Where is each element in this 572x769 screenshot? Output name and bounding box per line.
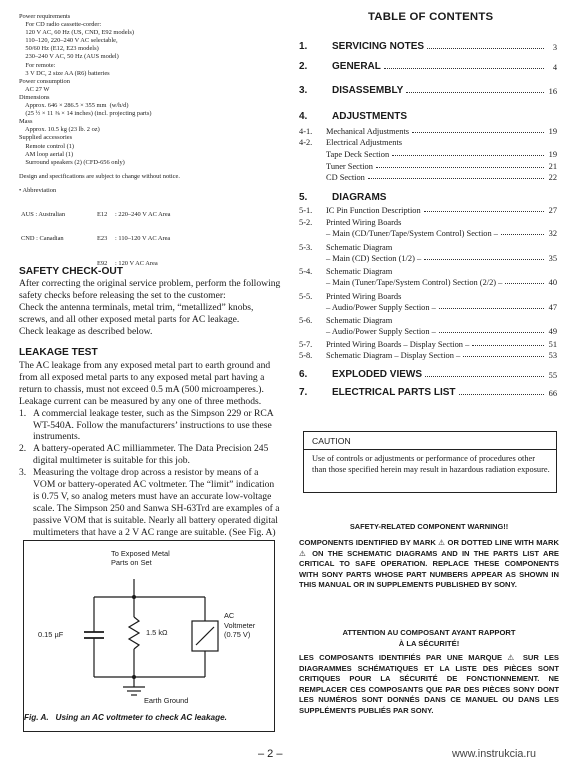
safety-warning-title: SAFETY-RELATED COMPONENT WARNING!! [349, 522, 509, 531]
spec-notice: Design and specifications are subject to change without notice. [19, 172, 180, 180]
toc-section-row [299, 60, 557, 72]
toc-subsection-row [299, 275, 557, 287]
leakage-item: 3. Measuring the voltage drop across a resistor by means of a VOM or battery-operated AC voltmeter. The “limit” indication is 0.75 V, so analog meters must have an accurate low-voltage scale. The Simpson 250 and Sanwa SH-63Trd are examples of a passive VOM that is suitable. Nearly all battery operated digital multimeters that have a 2 V AC range are suitable. (See Fig. A) [19, 467, 280, 538]
spec-line: For remote: [19, 61, 56, 69]
toc-page-number: 35 [548, 254, 557, 263]
toc-subsection-row [299, 300, 557, 312]
spec-line: Remote control (1) [19, 142, 75, 150]
toc-leader-dots [424, 259, 544, 260]
toc-number: 4-1. [299, 127, 313, 136]
toc-title-text: Tuner Section [326, 162, 373, 171]
toc-title-text: Printed Wiring Boards [326, 292, 402, 301]
toc-page-number: 4 [552, 63, 557, 72]
spec-line: Power requirements [19, 13, 71, 20]
toc-title-text: Schematic Diagram [326, 243, 393, 252]
watermark: www.instrukcia.ru [452, 748, 536, 760]
caution-title: CAUTION [304, 432, 556, 450]
toc-page-number: 22 [548, 173, 557, 182]
spec-line: 50/60 Hz (E12, E23 models) [19, 45, 99, 53]
toc-subsection-row [299, 203, 557, 215]
toc-page-number: 21 [548, 162, 557, 171]
toc-number: 5-1. [299, 206, 313, 215]
toc-title-text: – Main (Tuner/Tape/System Control) Section (2/2) – [326, 278, 503, 287]
caution-body: Use of controls or adjustments or performance of procedures other than those specified herein may result in hazardous radiation exposure. [312, 454, 550, 474]
earth-ground-label: Earth Ground [144, 696, 189, 705]
safety-checkout-body: After correcting the original service problem, perform the following safety checks before releasing the set to the customer: Check the antenna terminals, metal trim, “metallized” knobs, screws, and all other exposed metal parts for AC leakage. Check leakage as described below. [19, 278, 281, 337]
toc-title-text: GENERAL [332, 61, 381, 72]
toc-leader-dots [439, 332, 544, 333]
spec-line: 230–240 V AC, 50 Hz (AUS model) [19, 53, 119, 61]
toc-section-row [299, 84, 557, 96]
safety-checkout-heading: SAFETY CHECK-OUT [19, 266, 123, 277]
spec-line: Dimensions [19, 93, 50, 101]
toc-number: 6. [299, 369, 308, 380]
toc-section-row [299, 40, 557, 52]
toc-subsection-row [299, 348, 557, 360]
toc-section-row [299, 368, 557, 380]
toc-title-text: Schematic Diagram – Display Section – [326, 351, 461, 360]
toc-number: 4. [299, 111, 308, 122]
toc-page-number: 32 [548, 229, 557, 238]
abbrev-left-col: AUS : Australian CND : Canadian [21, 211, 66, 243]
toc-page-number: 66 [548, 389, 557, 398]
toc-title-text: EXPLODED VIEWS [332, 369, 423, 380]
toc-number: 5-8. [299, 351, 313, 360]
toc-leader-dots [406, 92, 544, 93]
spec-line: AM loop aerial (1) [19, 150, 74, 158]
toc-subsection-row [299, 170, 557, 182]
voltmeter-label: AC Voltmeter (0.75 V) [224, 611, 256, 639]
toc-leader-dots [425, 376, 544, 377]
toc-title-text: ADJUSTMENTS [332, 111, 408, 122]
toc-number: 5-5. [299, 292, 313, 301]
toc-leader-dots [472, 345, 544, 346]
toc-number: 5. [299, 192, 308, 203]
spec-line: AC 27 W [19, 85, 50, 93]
toc-title-text: Schematic Diagram [326, 267, 393, 276]
toc-subsection-row [299, 324, 557, 336]
toc-title: TABLE OF CONTENTS [368, 11, 494, 23]
toc-title-text: Mechanical Adjustments [326, 127, 410, 136]
caution-box [303, 431, 557, 493]
toc-title-text: SERVICING NOTES [332, 41, 425, 52]
spec-line: Supplied accessories [19, 134, 73, 142]
toc-title-text: Electrical Adjustments [326, 138, 403, 147]
toc-section-row [299, 191, 557, 203]
toc-leader-dots [412, 132, 544, 133]
figure-caption: Fig. A. Using an AC voltmeter to check AC leakage. [24, 713, 227, 722]
spec-line: 120 V AC, 60 Hz (US, CND, E92 models) [19, 29, 134, 37]
abbreviation-title: • Abbreviation [19, 186, 57, 194]
toc-title-text: – Audio/Power Supply Section – [326, 303, 436, 312]
leakage-test-section [19, 360, 281, 539]
toc-title-text: IC Pin Function Description [326, 206, 421, 215]
toc-subsection-row [299, 135, 557, 147]
toc-number: 7. [299, 387, 308, 398]
toc-page-number: 40 [548, 278, 557, 287]
abbreviation-table [19, 195, 284, 267]
spec-line: Approx. 646 × 286.5 × 355 mm (w/h/d) [19, 102, 129, 110]
figure-top-label: To Exposed Metal Parts on Set [111, 549, 170, 567]
toc-page-number: 51 [548, 340, 557, 349]
toc-leader-dots [368, 178, 544, 179]
toc-number: 5-3. [299, 243, 313, 252]
toc-leader-dots [376, 167, 544, 168]
spec-line: 110–120, 220–240 V AC selectable, [19, 37, 118, 45]
abbrev-right-col: : 220–240 V AC Area : 110–120 V AC Area : 120 V AC Area [115, 211, 171, 267]
toc-page-number: 53 [548, 351, 557, 360]
toc-title-text: Printed Wiring Boards – Display Section – [326, 340, 470, 349]
toc-leader-dots [501, 234, 544, 235]
toc-section-row [299, 386, 557, 398]
toc-subsection-row [299, 251, 557, 263]
toc-title-text: Printed Wiring Boards [326, 218, 402, 227]
toc-title-text: – Audio/Power Supply Section – [326, 327, 436, 336]
spec-line: Mass [19, 118, 33, 126]
toc-leader-dots [427, 48, 544, 49]
toc-leader-dots [505, 283, 544, 284]
toc-page-number: 16 [548, 87, 557, 96]
toc-subsection-row [299, 147, 557, 159]
toc-number: 5-7. [299, 340, 313, 349]
toc-title-text: – Main (CD/Tuner/Tape/System Control) Section – [326, 229, 498, 238]
toc-title-text: DISASSEMBLY [332, 85, 404, 96]
toc-number: 3. [299, 85, 308, 96]
toc-page-number: 55 [548, 371, 557, 380]
toc-leader-dots [439, 308, 544, 309]
toc-number: 5-2. [299, 218, 313, 227]
spec-line: 3 V DC, 2 size AA (R6) batteries [19, 69, 110, 77]
leakage-item: 1. A commercial leakage tester, such as the Simpson 229 or RCA WT-540A. Follow the manufacturers’ instructions to use these instruments. [19, 407, 274, 443]
toc-title-text: DIAGRAMS [332, 192, 387, 203]
page-number: – 2 – [258, 748, 283, 760]
toc-subsection-row [299, 226, 557, 238]
specifications [19, 13, 284, 267]
leakage-test-intro: The AC leakage from any exposed metal part to earth ground and from all exposed metal parts to any exposed metal part having a return to chassis, must not exceed 0.5 mA (500 microamperes.). Leakage current can be measured by any one of three methods. [19, 360, 271, 407]
toc-title-text: CD Section [326, 173, 365, 182]
toc-page-number: 27 [548, 206, 557, 215]
spec-line: For CD radio cassette-corder: [19, 21, 102, 29]
toc-leader-dots [424, 211, 544, 212]
spec-lines [19, 13, 284, 167]
safety-warning-fr: LES COMPOSANTS IDENTIFIÉS PAR UNE MARQUE ⚠ SUR LES DIAGRAMMES SCHÉMATIQUES ET LA LISTE DES PIÈCES SONT CRITIQUES POUR LA SÉCURITÉ DE FONCTIONNEMENT. NE REMPLACER CES COMPOSANTS QUE PAR DES PIÈCES SONY DONT LES NUMÉROS SONT DONNÉS DANS CE MANUEL OU DANS LES SUPPLÉMENTS PUBLIÉS PAR SONY. [299, 653, 559, 715]
leakage-test-heading: LEAKAGE TEST [19, 347, 98, 358]
toc-title-text: Schematic Diagram [326, 316, 393, 325]
spec-line: Approx. 10.5 kg (23 lb. 2 oz) [19, 126, 100, 134]
spec-line: (25 ½ × 11 ⅜ × 14 inches) (incl. projecting parts) [19, 110, 152, 118]
toc-page-number: 49 [548, 327, 557, 336]
toc-number: 1. [299, 41, 308, 52]
toc-leader-dots [459, 394, 544, 395]
figure-a [23, 540, 275, 732]
toc-leader-dots [392, 155, 544, 156]
safety-warning-fr-title: ATTENTION AU COMPOSANT AYANT RAPPORT À LA SÉCURITÉ! [342, 628, 516, 648]
toc-leader-dots [463, 356, 544, 357]
capacitor-label: 0.15 µF [38, 630, 64, 639]
toc-title-text: Tape Deck Section [326, 150, 390, 159]
toc-page-number: 19 [548, 127, 557, 136]
toc-section-row [299, 110, 557, 122]
toc-page-number: 47 [548, 303, 557, 312]
toc-number: 5-6. [299, 316, 313, 325]
toc-number: 2. [299, 61, 308, 72]
toc-number: 4-2. [299, 138, 313, 147]
toc-page-number: 3 [552, 43, 557, 52]
toc-title-text: ELECTRICAL PARTS LIST [332, 387, 456, 398]
toc-leader-dots [384, 68, 544, 69]
toc-number: 5-4. [299, 267, 313, 276]
resistor-label: 1.5 kΩ [146, 628, 168, 637]
spec-line: Power consumption [19, 77, 70, 85]
toc-page-number: 19 [548, 150, 557, 159]
spec-line: Surround speakers (2) (CFD-656 only) [19, 158, 125, 166]
toc-title-text: – Main (CD) Section (1/2) – [326, 254, 422, 263]
safety-warning-en: COMPONENTS IDENTIFIED BY MARK ⚠ OR DOTTED LINE WITH MARK ⚠ ON THE SCHEMATIC DIAGRAMS AND IN THE PARTS LIST ARE CRITICAL TO SAFE OPERATION. REPLACE THESE COMPONENTS WITH SONY PARTS WHOSE PART NUMBERS APPEAR AS SHOWN IN THIS MANUAL OR IN SUPPLEMENTS PUBLISHED BY SONY. [299, 538, 559, 589]
abbrev-mid-col: E12 E23 E92 [97, 211, 108, 267]
leakage-item: 2. A battery-operated AC milliammeter. The Data Precision 245 digital multimeter is suitable for this job. [19, 443, 269, 467]
